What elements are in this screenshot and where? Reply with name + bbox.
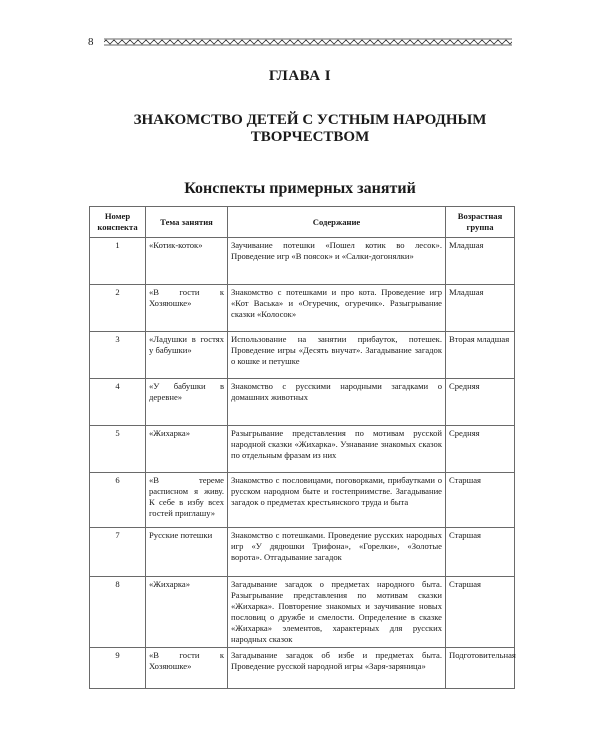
cell-age: Средняя: [446, 426, 515, 473]
header-number: Номер конспекта: [90, 207, 146, 238]
table-header-row: [90, 207, 515, 238]
cell-topic: «Жихарка»: [146, 426, 228, 473]
table-row: [90, 285, 515, 332]
cell-content: Использование на занятии прибауток, потешек. Проведение игры «Десять внучат». Загадывание загадок о кошке и петушке: [228, 332, 446, 379]
cell-number: 7: [90, 528, 146, 577]
cell-topic: «У бабушки в деревне»: [146, 379, 228, 426]
header-age: Возрастная группа: [446, 207, 515, 238]
cell-content: Разыгрывание представления по мотивам русской народной сказки «Жихарка». Узнавание знакомых сказок по отдельным фразам из них: [228, 426, 446, 473]
cell-content: Заучивание потешки «Пошел котик во лесок». Проведение игр «В поясок» и «Салки-догонялки»: [228, 238, 446, 285]
cell-number: 8: [90, 577, 146, 648]
lessons-table: [89, 206, 515, 689]
page-number: 8: [88, 36, 94, 48]
cell-age: Средняя: [446, 379, 515, 426]
cell-age: Подготовительная: [446, 648, 515, 689]
cell-content: Знакомство с потешками и про кота. Проведение игр «Кот Васька» и «Огуречик, огуречик». Разыгрывание сказки «Колосок»: [228, 285, 446, 332]
table-row: [90, 577, 515, 648]
cell-number: 4: [90, 379, 146, 426]
cell-age: Вторая младшая: [446, 332, 515, 379]
table-row: [90, 473, 515, 528]
cell-topic: Русские потешки: [146, 528, 228, 577]
cell-age: Младшая: [446, 238, 515, 285]
cell-age: Младшая: [446, 285, 515, 332]
header-ornament: [104, 38, 512, 46]
table-row: [90, 238, 515, 285]
table-row: [90, 528, 515, 577]
cell-age: Старшая: [446, 528, 515, 577]
cell-topic: «Ладушки в гостях у бабушки»: [146, 332, 228, 379]
table-row: [90, 332, 515, 379]
chapter-title: ЗНАКОМСТВО ДЕТЕЙ С УСТНЫМ НАРОДНЫМ ТВОРЧЕСТВОМ: [133, 112, 487, 145]
cell-topic: «В тереме расписном я живу. К себе в избу всех гостей приглашу»: [146, 473, 228, 528]
cell-number: 2: [90, 285, 146, 332]
cell-content: Загадывание загадок об избе и предметах быта. Проведение русской народной игры «Заря-заряница»: [228, 648, 446, 689]
cell-content: Знакомство с потешками. Проведение русских народных игр «У дядюшки Трифона», «Горелки», «Золотые ворота». Отгадывание загадок: [228, 528, 446, 577]
chapter-heading: ГЛАВА I: [268, 68, 332, 84]
cell-topic: «Котик-коток»: [146, 238, 228, 285]
table-row: [90, 648, 515, 689]
cell-topic: «Жихарка»: [146, 577, 228, 648]
cell-content: Знакомство с пословицами, поговорками, прибаутками о русском народном быте и гостеприимстве. Загадывание загадок о предметах крестьянского труда и быта: [228, 473, 446, 528]
cell-topic: «В гости к Хозяюшке»: [146, 285, 228, 332]
cell-number: 6: [90, 473, 146, 528]
table-row: [90, 426, 515, 473]
cell-number: 1: [90, 238, 146, 285]
cell-content: Знакомство с русскими народными загадками о домашних животных: [228, 379, 446, 426]
section-subtitle: Конспекты примерных занятий: [184, 180, 416, 197]
header-content: Содержание: [228, 207, 446, 238]
cell-number: 5: [90, 426, 146, 473]
cell-content: Загадывание загадок о предметах народного быта. Разыгрывание представления по мотивам сказки «Жихарка». Повторение знакомых и заучивание новых пословиц о дружбе и смелости. Определение в сказке «Жихарка» элементов, характерных для русских народных сказок: [228, 577, 446, 648]
cell-age: Старшая: [446, 473, 515, 528]
table-row: [90, 379, 515, 426]
cell-number: 9: [90, 648, 146, 689]
cell-age: Старшая: [446, 577, 515, 648]
cell-number: 3: [90, 332, 146, 379]
header-topic: Тема занятия: [146, 207, 228, 238]
cell-topic: «В гости к Хозяюшке»: [146, 648, 228, 689]
